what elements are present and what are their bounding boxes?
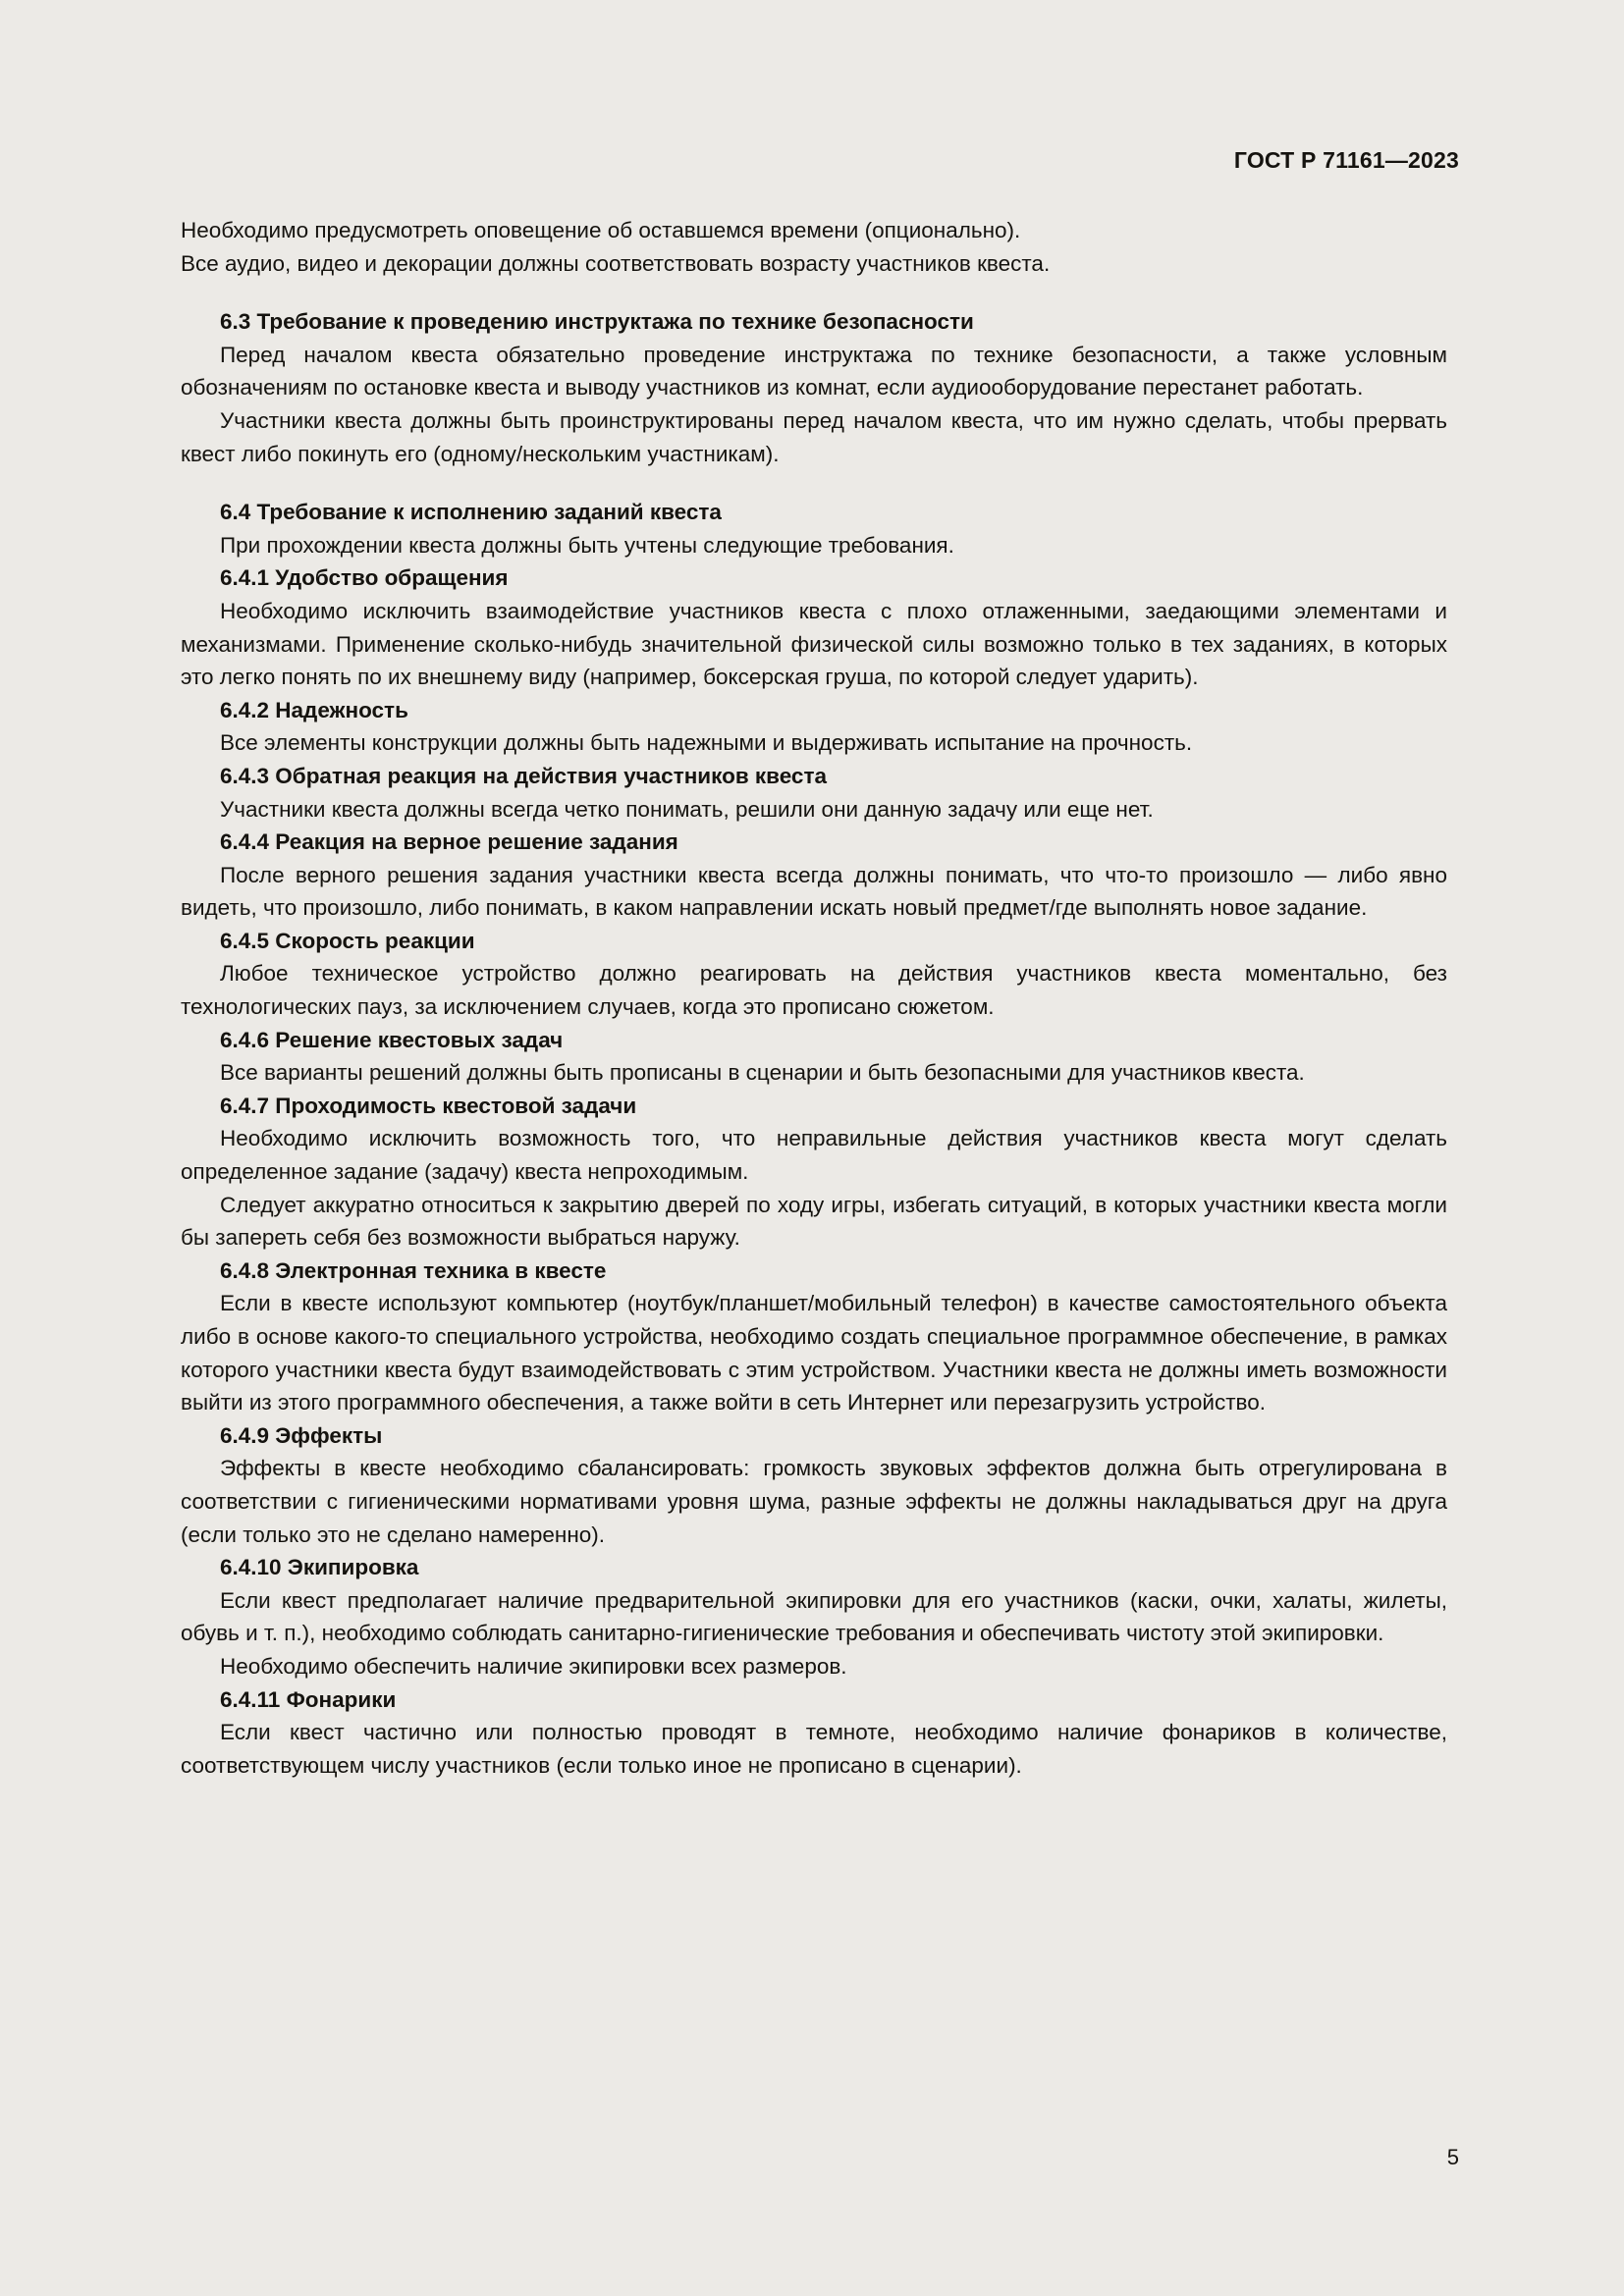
section-6-4-7-paragraph-1: Необходимо исключить возможность того, что неправильные действия участников квеста могут сделать определенное задание (задачу) квеста непроходимым. — [181, 1126, 1447, 1185]
section-6-4-3-paragraph-1: Участники квеста должны всегда четко понимать, решили они данную задачу или еще нет. — [220, 796, 1154, 822]
section-heading-6-4-8: 6.4.8 Электронная техника в квесте — [220, 1257, 607, 1283]
intro-line-1: Необходимо предусмотреть оповещение об оставшемся времени (опционально). — [181, 218, 1021, 242]
section-heading-6-4-11: 6.4.11 Фонарики — [220, 1686, 397, 1712]
section-6-3-paragraph-2: Участники квеста должны быть проинструктированы перед началом квеста, что им нужно сделать, чтобы прервать квест либо покинуть его (одному/нескольким участникам). — [181, 407, 1447, 466]
section-heading-6-3: 6.3 Требование к проведению инструктажа по технике безопасности — [220, 309, 974, 335]
section-6-4-9-paragraph-1: Эффекты в квесте необходимо сбалансировать: громкость звуковых эффектов должна быть отрегулирована в соответствии с гигиеническими нормативами уровня шума, разные эффекты не должны накладываться друг на друга (если только это не сделано намеренно). — [181, 1456, 1447, 1547]
section-heading-6-4-7: 6.4.7 Проходимость квестовой задачи — [220, 1093, 637, 1118]
section-6-4-7-paragraph-2: Следует аккуратно относиться к закрытию дверей по ходу игры, избегать ситуаций, в которых участники квеста могли бы запереть себя без возможности выбраться наружу. — [181, 1192, 1447, 1251]
intro-line-2: Все аудио, видео и декорации должны соответствовать возрасту участников квеста. — [181, 250, 1051, 276]
section-heading-6-4-5: 6.4.5 Скорость реакции — [220, 928, 475, 953]
page-number: 5 — [1446, 2145, 1459, 2169]
section-6-4-paragraph-1: При прохождении квеста должны быть учтены следующие требования. — [220, 532, 954, 558]
section-heading-6-4-10: 6.4.10 Экипировка — [220, 1555, 419, 1580]
section-heading-6-4-9: 6.4.9 Эффекты — [220, 1422, 383, 1448]
section-6-4-2-paragraph-1: Все элементы конструкции должны быть надежными и выдерживать испытание на прочность. — [220, 730, 1193, 756]
section-heading-6-4-4: 6.4.4 Реакция на верное решение задания — [220, 829, 678, 855]
section-6-4-4-paragraph-1: После верного решения задания участники квеста всегда должны понимать, что что-то произошло — либо явно видеть, что произошло, либо понимать, в каком направлении искать новый предмет/где выполнять новое задание. — [181, 862, 1447, 921]
section-6-4-11-paragraph-1: Если квест частично или полностью проводят в темноте, необходимо наличие фонариков в количестве, соответствующем числу участников (если только иное не прописано в сценарии). — [181, 1720, 1447, 1778]
section-6-4-10-paragraph-2: Необходимо обеспечить наличие экипировки всех размеров. — [220, 1653, 847, 1679]
section-6-4-1-paragraph-1: Необходимо исключить взаимодействие участников квеста с плохо отлаженными, заедающими элементами и механизмами. Применение сколько-нибудь значительной физической силы возможно только в тех заданиях, в которых это легко понять по их внешнему виду (например, боксерская груша, по которой следует ударить). — [181, 598, 1447, 690]
section-6-4-5-paragraph-1: Любое техническое устройство должно реагировать на действия участников квеста моментально, без технологических пауз, за исключением случаев, когда это прописано сюжетом. — [181, 961, 1447, 1020]
section-heading-6-4: 6.4 Требование к исполнению заданий квеста — [220, 500, 722, 525]
section-heading-6-4-3: 6.4.3 Обратная реакция на действия участников квеста — [220, 763, 827, 788]
page-body — [181, 214, 1447, 1782]
section-6-3-paragraph-1: Перед началом квеста обязательно проведение инструктажа по технике безопасности, а также условным обозначениям по остановке квеста и выводу участников из комнат, если аудиооборудование перестанет работать. — [181, 342, 1447, 400]
section-heading-6-4-6: 6.4.6 Решение квестовых задач — [220, 1027, 564, 1052]
section-heading-6-4-1: 6.4.1 Удобство обращения — [220, 565, 509, 591]
page-header-standard-id: ГОСТ Р 71161—2023 — [1233, 147, 1459, 173]
section-6-4-6-paragraph-1: Все варианты решений должны быть прописаны в сценарии и быть безопасными для участников квеста. — [220, 1060, 1305, 1086]
section-heading-6-4-2: 6.4.2 Надежность — [220, 697, 408, 722]
section-6-4-10-paragraph-1: Если квест предполагает наличие предварительной экипировки для его участников (каски, очки, халаты, жилеты, обувь и т. п.), необходимо соблюдать санитарно-гигиенические требования и обеспечивать чистоту этой экипировки. — [181, 1587, 1447, 1646]
section-6-4-8-paragraph-1: Если в квесте используют компьютер (ноутбук/планшет/мобильный телефон) в качестве самостоятельного объекта либо в основе какого-то специального устройства, необходимо создать специальное программное обеспечение, в рамках которого участники квеста будут взаимодействовать с этим устройством. Участники квеста не должны иметь возможности выйти из этого программного обеспечения, а также войти в сеть Интернет или перезагрузить устройство. — [181, 1291, 1447, 1415]
